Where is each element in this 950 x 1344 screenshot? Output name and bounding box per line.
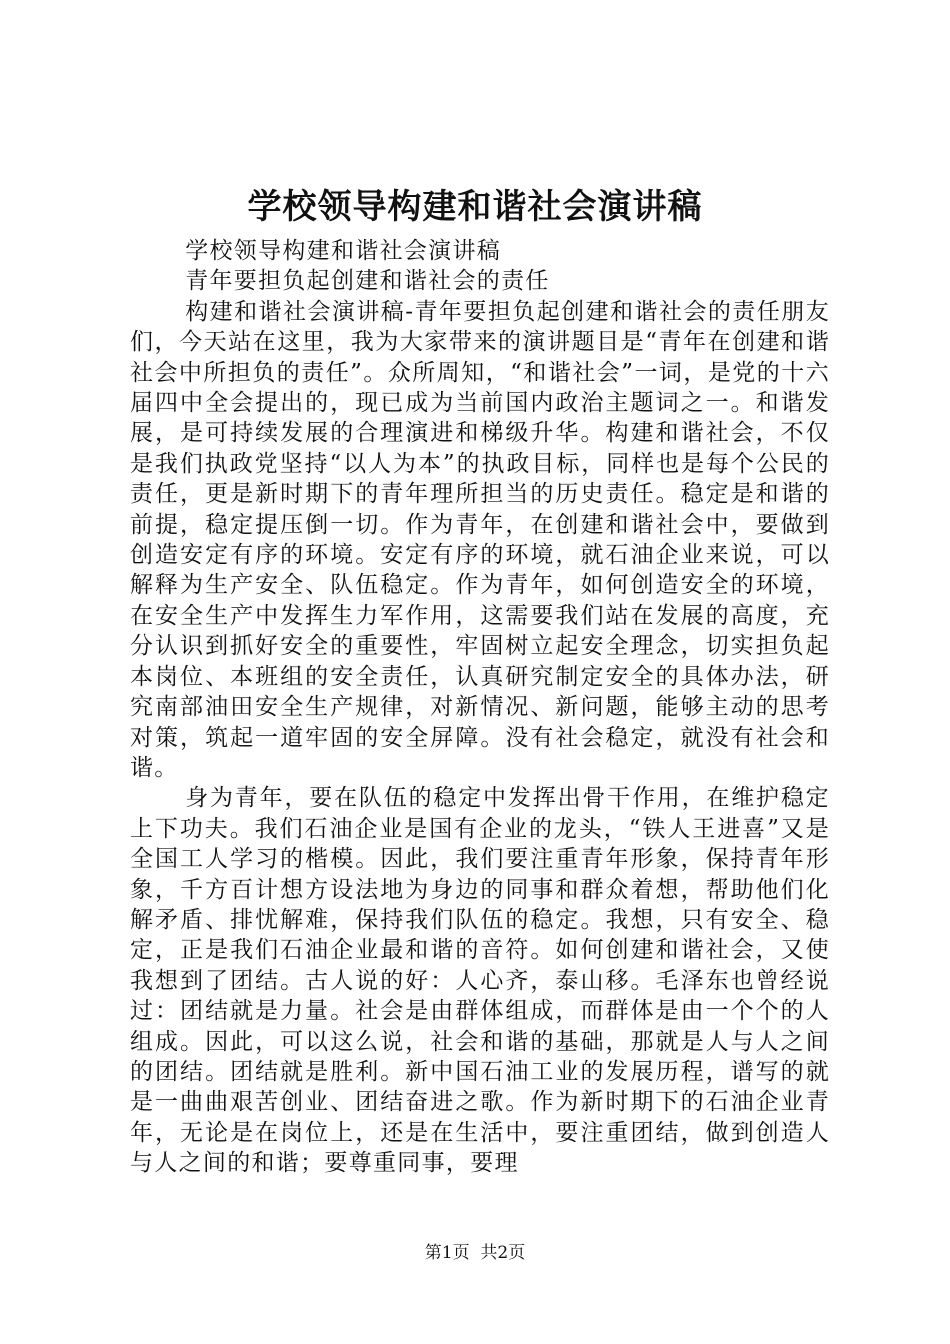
page-number: 第1页	[424, 1243, 470, 1263]
page-footer	[0, 1241, 950, 1265]
paragraph-subtitle-2: 青年要担负起创建和谐社会的责任	[185, 268, 550, 295]
paragraph-subtitle-1: 学校领导构建和谐社会演讲稿	[185, 238, 502, 264]
document-body	[130, 236, 830, 1179]
page-total: 共2页	[480, 1243, 526, 1263]
paragraph-body-2: 身为青年，要在队伍的稳定中发挥出骨干作用，在维护稳定上下功夫。我们石油企业是国有企业的龙头，“铁人王进喜”又是全国工人学习的楷模。因此，我们要注重青年形象，保持青年形象，千方百计想方设法地为身边的同事和群众着想，帮助他们化解矛盾、排忧解难，保持我们队伍的稳定。我想，只有安全、稳定，正是我们石油企业最和谐的音符。如何创建和谐社会，又使我想到了团结。古人说的好：人心齐，泰山移。毛泽东也曾经说过：团结就是力量。社会是由群体组成，而群体是由一个个的人组成。因此，可以这么说，社会和谐的基础，那就是人与人之间的团结。团结就是胜利。新中国石油工业的发展历程，谱写的就是一曲曲艰苦创业、团结奋进之歌。作为新时期下的石油企业青年，无论是在岗位上，还是在生活中，要注重团结，做到创造人与人之间的和谐；要尊重同事，要理	[130, 785, 830, 1177]
document-title: 学校领导构建和谐社会演讲稿	[247, 187, 703, 227]
paragraph-body-1: 构建和谐社会演讲稿-青年要担负起创建和谐社会的责任朋友们，今天站在这里，我为大家带来的演讲题目是“青年在创建和谐社会中所担负的责任”。众所周知，“和谐社会”一词，是党的十六届四中全会提出的，现已成为当前国内政治主题词之一。和谐发展，是可持续发展的合理演进和梯级升华。构建和谐社会，不仅是我们执政党坚持“以人为本”的执政目标，同样也是每个公民的责任，更是新时期下的青年理所担当的历史责任。稳定是和谐的前提，稳定提压倒一切。作为青年，在创建和谐社会中，要做到创造安定有序的环境。安定有序的环境，就石油企业来说，可以解释为生产安全、队伍稳定。作为青年，如何创造安全的环境，在安全生产中发挥生力军作用，这需要我们站在发展的高度，充分认识到抓好安全的重要性，牢固树立起安全理念，切实担负起本岗位、本班组的安全责任，认真研究制定安全的具体办法，研究南部油田安全生产规律，对新情况、新问题，能够主动的思考对策，筑起一道牢固的安全屏障。没有社会稳定，就没有社会和谐。	[130, 298, 830, 781]
